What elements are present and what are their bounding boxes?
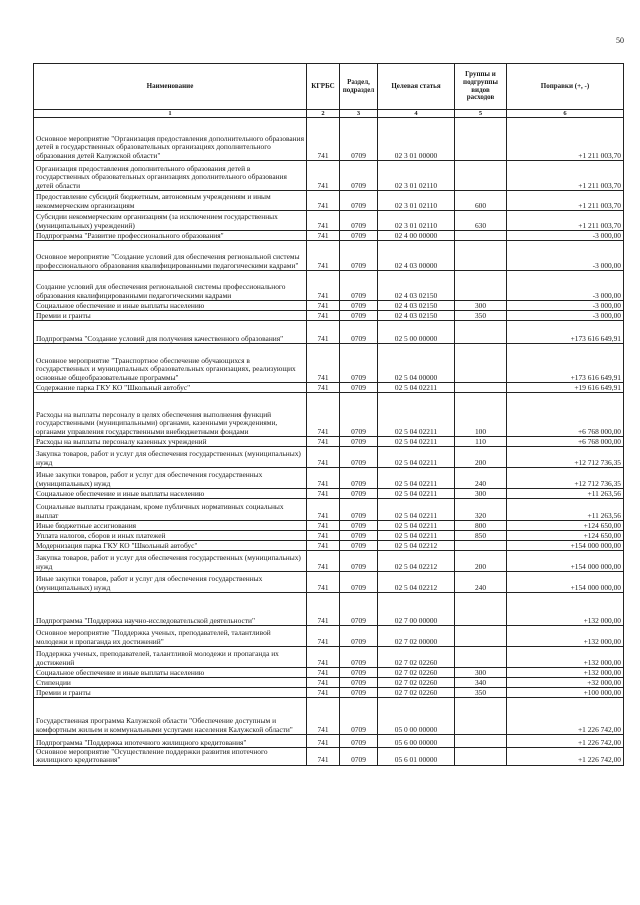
row-amount: +132 000,00 <box>507 593 624 626</box>
row-section: 0709 <box>340 311 378 321</box>
row-group: 200 <box>455 447 507 468</box>
header-target: Целевая статья <box>378 64 455 110</box>
row-section: 0709 <box>340 678 378 688</box>
row-name: Основное мероприятие "Транспортное обеспечение обучающихся в государственных и муниципальных образовательных организациях, реализующих основные общеобразовательные программы" <box>34 344 307 383</box>
row-group: 800 <box>455 521 507 531</box>
row-target: 02 5 04 02211 <box>378 531 455 541</box>
row-target: 02 4 03 02150 <box>378 271 455 301</box>
row-kgrbs: 741 <box>307 301 340 311</box>
row-target: 02 7 02 02260 <box>378 668 455 678</box>
row-kgrbs: 741 <box>307 311 340 321</box>
row-name: Иные закупки товаров, работ и услуг для обеспечения государственных (муниципальных) нужд <box>34 572 307 593</box>
row-kgrbs: 741 <box>307 489 340 499</box>
table-row <box>34 698 624 735</box>
row-section: 0709 <box>340 231 378 241</box>
row-section: 0709 <box>340 688 378 698</box>
row-kgrbs: 741 <box>307 437 340 447</box>
row-kgrbs: 741 <box>307 241 340 271</box>
row-section: 0709 <box>340 531 378 541</box>
row-amount: +154 000 000,00 <box>507 551 624 572</box>
row-name: Иные бюджетные ассигнования <box>34 521 307 531</box>
row-name: Социальные выплаты гражданам, кроме публичных нормативных социальных выплат <box>34 499 307 521</box>
row-name: Основное мероприятие "Поддержка ученых, преподавателей, талантливой молодежи и пропаганда их достижений" <box>34 626 307 647</box>
header-kgrbs: КГРБС <box>307 64 340 110</box>
table-row <box>34 161 624 191</box>
row-target: 02 7 00 00000 <box>378 593 455 626</box>
row-group: 320 <box>455 499 507 521</box>
row-target: 05 0 00 00000 <box>378 698 455 735</box>
row-group: 200 <box>455 551 507 572</box>
table-row <box>34 231 624 241</box>
table-body <box>34 118 624 766</box>
row-section: 0709 <box>340 118 378 161</box>
row-name: Социальное обеспечение и иные выплаты населению <box>34 489 307 499</box>
row-amount: +32 000,00 <box>507 678 624 688</box>
header-section: Раздел, подраздел <box>340 64 378 110</box>
row-amount: +154 000 000,00 <box>507 541 624 551</box>
table-row <box>34 118 624 161</box>
row-target: 02 5 04 02211 <box>378 447 455 468</box>
row-section: 0709 <box>340 748 378 766</box>
row-name: Основное мероприятие "Создание условий для обеспечения региональной системы профессионального образования квалифицированными педагогическими кадрами" <box>34 241 307 271</box>
row-kgrbs: 741 <box>307 211 340 231</box>
row-amount: +6 768 000,00 <box>507 393 624 437</box>
row-section: 0709 <box>340 541 378 551</box>
row-target: 05 6 01 00000 <box>378 748 455 766</box>
row-group <box>455 161 507 191</box>
table-row <box>34 271 624 301</box>
row-amount: +124 650,00 <box>507 521 624 531</box>
row-amount: -3 000,00 <box>507 311 624 321</box>
row-group: 300 <box>455 489 507 499</box>
table-row <box>34 748 624 766</box>
row-kgrbs: 741 <box>307 678 340 688</box>
row-section: 0709 <box>340 647 378 668</box>
row-group: 850 <box>455 531 507 541</box>
row-amount: +1 211 003,70 <box>507 161 624 191</box>
table-row <box>34 499 624 521</box>
row-name: Государственная программа Калужской области "Обеспечение доступным и комфортным жильем и коммунальными услугами населения Калужской области" <box>34 698 307 735</box>
table-row <box>34 321 624 344</box>
row-target: 02 7 02 02260 <box>378 647 455 668</box>
row-section: 0709 <box>340 447 378 468</box>
row-section: 0709 <box>340 468 378 489</box>
row-group: 600 <box>455 191 507 211</box>
row-target: 02 7 02 02260 <box>378 678 455 688</box>
row-section: 0709 <box>340 393 378 437</box>
row-kgrbs: 741 <box>307 393 340 437</box>
row-target: 02 5 04 02211 <box>378 437 455 447</box>
row-amount: +1 226 742,00 <box>507 698 624 735</box>
row-section: 0709 <box>340 499 378 521</box>
header-number-row <box>34 110 624 118</box>
row-kgrbs: 741 <box>307 344 340 383</box>
table-header <box>34 64 624 118</box>
row-name: Основное мероприятие "Организация предоставления дополнительного образования детей в государственных образовательных организациях дополнительного образования детей Калужской области" <box>34 118 307 161</box>
row-target: 02 5 04 02211 <box>378 489 455 499</box>
row-amount: +1 211 003,70 <box>507 211 624 231</box>
row-amount: +6 768 000,00 <box>507 437 624 447</box>
table-row <box>34 393 624 437</box>
table-row <box>34 551 624 572</box>
table-row <box>34 647 624 668</box>
row-kgrbs: 741 <box>307 572 340 593</box>
table-row <box>34 531 624 541</box>
row-section: 0709 <box>340 698 378 735</box>
row-group: 300 <box>455 668 507 678</box>
row-kgrbs: 741 <box>307 271 340 301</box>
row-name: Подпрограмма "Создание условий для получения качественного образования" <box>34 321 307 344</box>
header-name: Наименование <box>34 64 307 110</box>
row-name: Социальное обеспечение и иные выплаты населению <box>34 301 307 311</box>
row-target: 02 5 04 02211 <box>378 393 455 437</box>
row-amount: +19 616 649,91 <box>507 383 624 393</box>
row-kgrbs: 741 <box>307 468 340 489</box>
row-target: 02 5 04 02211 <box>378 499 455 521</box>
row-group <box>455 231 507 241</box>
row-section: 0709 <box>340 521 378 531</box>
row-kgrbs: 741 <box>307 647 340 668</box>
row-amount: +173 616 649,91 <box>507 321 624 344</box>
row-group: 350 <box>455 688 507 698</box>
row-target: 02 7 02 00000 <box>378 626 455 647</box>
row-section: 0709 <box>340 271 378 301</box>
row-section: 0709 <box>340 626 378 647</box>
row-group: 240 <box>455 572 507 593</box>
table-row <box>34 437 624 447</box>
row-group <box>455 271 507 301</box>
row-name: Подпрограмма "Развитие профессионального образования" <box>34 231 307 241</box>
row-amount: +11 263,56 <box>507 499 624 521</box>
row-group <box>455 647 507 668</box>
row-target: 02 5 04 02211 <box>378 521 455 531</box>
row-target: 02 3 01 00000 <box>378 118 455 161</box>
row-group <box>455 541 507 551</box>
row-name: Уплата налогов, сборов и иных платежей <box>34 531 307 541</box>
row-name: Подпрограмма "Поддержка ипотечного жилищного кредитования" <box>34 735 307 748</box>
row-target: 02 5 04 00000 <box>378 344 455 383</box>
row-section: 0709 <box>340 489 378 499</box>
row-name: Создание условий для обеспечения региональной системы профессионального образования квалифицированными педагогическими кадрами <box>34 271 307 301</box>
row-kgrbs: 741 <box>307 541 340 551</box>
row-group: 100 <box>455 393 507 437</box>
header-row <box>34 64 624 110</box>
row-kgrbs: 741 <box>307 231 340 241</box>
row-kgrbs: 741 <box>307 531 340 541</box>
row-kgrbs: 741 <box>307 626 340 647</box>
row-section: 0709 <box>340 437 378 447</box>
row-target: 02 4 03 02150 <box>378 301 455 311</box>
row-amount: +12 712 736,35 <box>507 468 624 489</box>
row-group <box>455 118 507 161</box>
row-target: 05 6 00 00000 <box>378 735 455 748</box>
row-amount: +100 000,00 <box>507 688 624 698</box>
page-number: 50 <box>616 36 624 45</box>
table-row <box>34 489 624 499</box>
row-kgrbs: 741 <box>307 191 340 211</box>
budget-amendments-table <box>33 63 624 766</box>
table-row <box>34 735 624 748</box>
row-target: 02 7 02 02260 <box>378 688 455 698</box>
row-kgrbs: 741 <box>307 735 340 748</box>
header-number: 3 <box>340 110 378 118</box>
table-row <box>34 344 624 383</box>
table-row <box>34 593 624 626</box>
row-section: 0709 <box>340 191 378 211</box>
row-target: 02 3 01 02110 <box>378 191 455 211</box>
header-number: 2 <box>307 110 340 118</box>
row-name: Премии и гранты <box>34 688 307 698</box>
table-row <box>34 668 624 678</box>
row-target: 02 4 00 00000 <box>378 231 455 241</box>
row-section: 0709 <box>340 572 378 593</box>
row-kgrbs: 741 <box>307 521 340 531</box>
row-name: Закупка товаров, работ и услуг для обеспечения государственных (муниципальных) нужд <box>34 551 307 572</box>
row-amount: +124 650,00 <box>507 531 624 541</box>
row-amount: +1 226 742,00 <box>507 735 624 748</box>
row-section: 0709 <box>340 344 378 383</box>
table-row <box>34 678 624 688</box>
header-group: Группы и подгруппы видов расходов <box>455 64 507 110</box>
row-group: 240 <box>455 468 507 489</box>
table-row <box>34 383 624 393</box>
row-amount: +154 000 000,00 <box>507 572 624 593</box>
row-group <box>455 321 507 344</box>
table-row <box>34 468 624 489</box>
row-name: Расходы на выплаты персоналу в целях обеспечения выполнения функций государственными (муниципальными) органами, казенными учреждениями, органами управления государственными внебюджетными фондами <box>34 393 307 437</box>
row-amount: +11 263,56 <box>507 489 624 499</box>
row-group <box>455 383 507 393</box>
row-target: 02 5 04 02212 <box>378 572 455 593</box>
row-amount: +1 211 003,70 <box>507 191 624 211</box>
row-section: 0709 <box>340 383 378 393</box>
row-group <box>455 698 507 735</box>
row-amount: +173 616 649,91 <box>507 344 624 383</box>
row-name: Расходы на выплаты персоналу казенных учреждений <box>34 437 307 447</box>
row-group <box>455 626 507 647</box>
row-amount: -3 000,00 <box>507 231 624 241</box>
header-number: 5 <box>455 110 507 118</box>
row-group <box>455 241 507 271</box>
row-name: Предоставление субсидий бюджетным, автономным учреждениям и иным некоммерческим организациям <box>34 191 307 211</box>
row-section: 0709 <box>340 668 378 678</box>
row-name: Социальное обеспечение и иные выплаты населению <box>34 668 307 678</box>
row-kgrbs: 741 <box>307 383 340 393</box>
row-amount: +12 712 736,35 <box>507 447 624 468</box>
row-section: 0709 <box>340 301 378 311</box>
row-section: 0709 <box>340 593 378 626</box>
row-amount: +132 000,00 <box>507 668 624 678</box>
row-name: Премии и гранты <box>34 311 307 321</box>
table-row <box>34 301 624 311</box>
header-number: 4 <box>378 110 455 118</box>
table-row <box>34 191 624 211</box>
row-kgrbs: 741 <box>307 748 340 766</box>
row-amount: +132 000,00 <box>507 647 624 668</box>
row-kgrbs: 741 <box>307 688 340 698</box>
row-target: 02 3 01 02110 <box>378 161 455 191</box>
row-target: 02 5 04 02212 <box>378 551 455 572</box>
row-target: 02 4 03 00000 <box>378 241 455 271</box>
row-amount: -3 000,00 <box>507 301 624 311</box>
header-number: 6 <box>507 110 624 118</box>
row-group <box>455 344 507 383</box>
row-name: Основное мероприятие "Осуществление поддержки развития ипотечного жилищного кредитования" <box>34 748 307 766</box>
row-kgrbs: 741 <box>307 321 340 344</box>
row-target: 02 4 03 02150 <box>378 311 455 321</box>
row-group: 630 <box>455 211 507 231</box>
row-name: Субсидии некоммерческим организациям (за исключением государственных (муниципальных) учреждений) <box>34 211 307 231</box>
row-amount: -3 000,00 <box>507 241 624 271</box>
row-section: 0709 <box>340 551 378 572</box>
table-row <box>34 572 624 593</box>
row-kgrbs: 741 <box>307 161 340 191</box>
row-group: 110 <box>455 437 507 447</box>
row-name: Поддержка ученых, преподавателей, талантливой молодежи и пропаганда их достижений <box>34 647 307 668</box>
row-kgrbs: 741 <box>307 668 340 678</box>
row-name: Закупка товаров, работ и услуг для обеспечения государственных (муниципальных) нужд <box>34 447 307 468</box>
row-group <box>455 593 507 626</box>
table-row <box>34 541 624 551</box>
row-kgrbs: 741 <box>307 698 340 735</box>
row-group: 300 <box>455 301 507 311</box>
row-section: 0709 <box>340 241 378 271</box>
header-number: 1 <box>34 110 307 118</box>
row-target: 02 5 04 02211 <box>378 468 455 489</box>
row-group <box>455 748 507 766</box>
row-group: 350 <box>455 311 507 321</box>
row-kgrbs: 741 <box>307 499 340 521</box>
row-target: 02 5 04 02212 <box>378 541 455 551</box>
row-kgrbs: 741 <box>307 593 340 626</box>
row-amount: +132 000,00 <box>507 626 624 647</box>
table-row <box>34 311 624 321</box>
row-target: 02 3 01 02110 <box>378 211 455 231</box>
row-target: 02 5 00 00000 <box>378 321 455 344</box>
row-section: 0709 <box>340 161 378 191</box>
row-group: 340 <box>455 678 507 688</box>
row-section: 0709 <box>340 211 378 231</box>
row-kgrbs: 741 <box>307 447 340 468</box>
table-row <box>34 447 624 468</box>
table-row <box>34 211 624 231</box>
row-amount: +1 211 003,70 <box>507 118 624 161</box>
row-name: Подпрограмма "Поддержка научно-исследовательской деятельности" <box>34 593 307 626</box>
table-row <box>34 688 624 698</box>
row-amount: +1 226 742,00 <box>507 748 624 766</box>
row-name: Организация предоставления дополнительного образования детей в государственных образовательных организациях дополнительного образования детей области <box>34 161 307 191</box>
row-section: 0709 <box>340 735 378 748</box>
row-kgrbs: 741 <box>307 551 340 572</box>
table-row <box>34 521 624 531</box>
row-kgrbs: 741 <box>307 118 340 161</box>
row-name: Стипендии <box>34 678 307 688</box>
row-amount: -3 000,00 <box>507 271 624 301</box>
table-row <box>34 626 624 647</box>
row-name: Содержание парка ГКУ КО "Школьный автобус" <box>34 383 307 393</box>
row-target: 02 5 04 02211 <box>378 383 455 393</box>
row-name: Иные закупки товаров, работ и услуг для обеспечения государственных (муниципальных) нужд <box>34 468 307 489</box>
row-name: Модернизация парка ГКУ КО "Школьный автобус" <box>34 541 307 551</box>
table-row <box>34 241 624 271</box>
header-amount: Поправки (+, -) <box>507 64 624 110</box>
row-section: 0709 <box>340 321 378 344</box>
row-group <box>455 735 507 748</box>
